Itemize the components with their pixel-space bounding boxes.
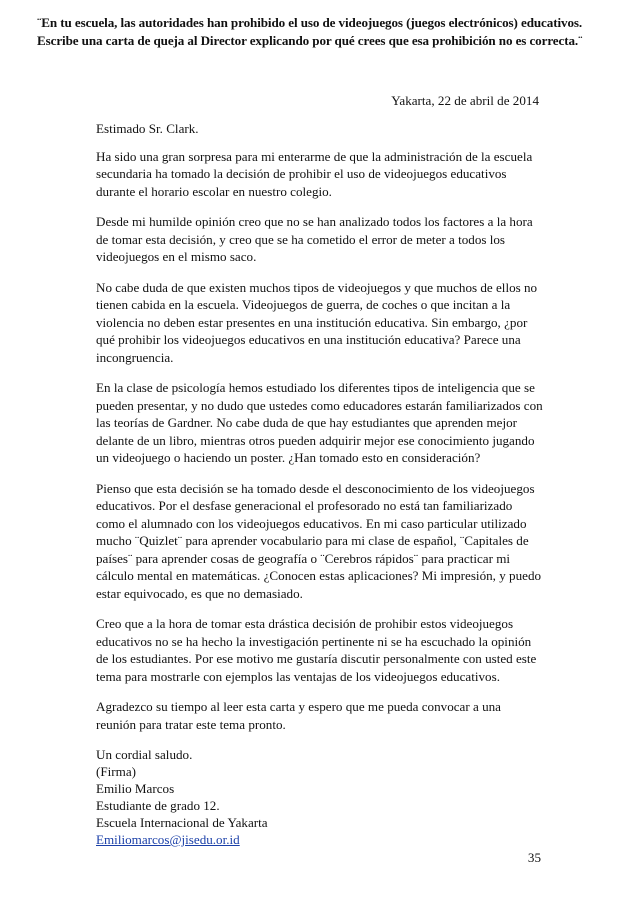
paragraph-6: Creo que a la hora de tomar esta drástica decisión de prohibir estos videojuegos educativos no se ha hecho la investigación pertinente ni se ha escuchado la opinión de los estudiantes. Por ese motivo me gustaría discutir personalmente con usted este tema para mostrarle con ejemplos las ventajas de los videojuegos educativos. [96, 616, 537, 684]
sender-school: Escuela Internacional de Yakarta [96, 815, 268, 830]
task-prompt: ¨En tu escuela, las autoridades han prohibido el uso de videojuegos (juegos electrónicos) educativos. Escribe una carta de queja al Director explicando por qué crees que esa prohibición no es correcta.¨ [37, 15, 583, 49]
page-number: 35 [527, 850, 541, 865]
salutation: Estimado Sr. Clark. [96, 121, 199, 136]
sender-name: Emilio Marcos [96, 781, 175, 796]
sender-email-link[interactable]: Emiliomarcos@jisedu.or.id [96, 832, 240, 847]
paragraph-2: Desde mi humilde opinión creo que no se han analizado todos los factores a la hora de tomar esta decisión, y creo que se ha cometido el error de meter a todos los videojuegos en el mismo saco. [96, 214, 533, 264]
letter-closing [96, 746, 544, 848]
paragraph-4: En la clase de psicología hemos estudiado los diferentes tipos de inteligencia que se pueden presentar, y no dudo que ustedes como educadores estarán familiarizados con las teorías de Gardner. No cabe duda de que hay estudiantes que aprenden mejor delante de un libro, mientras otros pueden adquirir mejor ese conocimiento jugando un videojuego o haciendo un poster. ¿Han tomado esto en consideración? [96, 380, 543, 465]
signature: (Firma) [96, 764, 136, 779]
paragraph-7: Agradezco su tiempo al leer esta carta y espero que me pueda convocar a una reunión para tratar este tema pronto. [96, 699, 501, 732]
sender-grade: Estudiante de grado 12. [96, 798, 220, 813]
farewell: Un cordial saludo. [96, 747, 193, 762]
paragraph-5: Pienso que esta decisión se ha tomado desde el desconocimiento de los videojuegos educativos. Por el desfase generacional el profesorado no está tan familiarizado como el alumnado con los videojuegos educativos. En mi caso particular utilizado mucho ¨Quizlet¨ para aprender vocabulario para mi clase de español, ¨Capitales de países¨ para aprender cosas de geografía o ¨Cerebros rápidos¨ para practicar mi cálculo mental en matemáticas. ¿Conocen estas aplicaciones? Mi impresión, y puedo estar equivocado, es que no demasiado. [96, 480, 542, 601]
letter-body [96, 120, 544, 848]
letter-date: Yakarta, 22 de abril de 2014 [391, 93, 539, 108]
paragraph-3: No cabe duda de que existen muchos tipos de videojuegos y que muchos de ellos no tienen cabida en la escuela. Videojuegos de guerra, de coches o que incitan a la violencia no deben estar presentes en una institución educativa. Sin embargo, ¿por qué prohibir los videojuegos educativos en una institución educativa? Parece una incongruencia. [96, 279, 538, 365]
paragraph-1: Ha sido una gran sorpresa para mi enterarme de que la administración de la escuela secundaria ha tomado la decisión de prohibir el uso de videojuegos educativos durante el horario escolar en nuestro colegio. [96, 148, 533, 199]
